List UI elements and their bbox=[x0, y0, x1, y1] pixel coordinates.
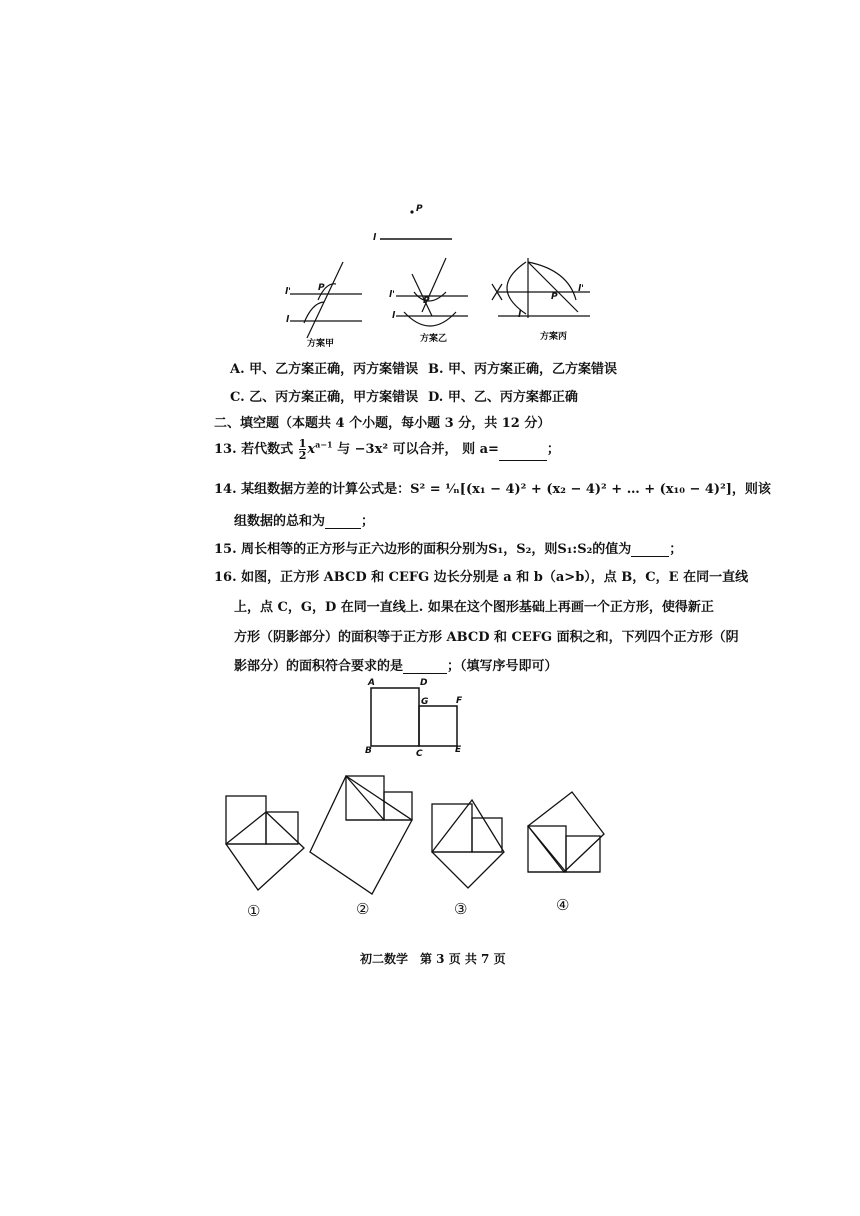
scheme-a-lower-line-label: l bbox=[286, 315, 290, 325]
scheme-a-point-label: P bbox=[318, 283, 325, 293]
q15-end: ； bbox=[669, 542, 683, 557]
scheme-a-upper-line-label: l' bbox=[285, 287, 291, 297]
vertex-f-label: F bbox=[456, 696, 463, 706]
option-figure-1-label: ① bbox=[247, 902, 261, 920]
q16-line4-pre: 影部分）的面积符合要求的是 bbox=[234, 659, 404, 674]
scheme-b-label: 方案乙 bbox=[420, 334, 448, 344]
q12-option-d: D. 甲、乙、丙方案都正确 bbox=[428, 390, 578, 405]
page-footer: 初二数学 第 3 页 共 7 页 bbox=[360, 952, 506, 966]
scheme-b-point-label: P bbox=[423, 296, 430, 306]
scheme-c-lower-line-label: l bbox=[518, 310, 522, 320]
point-p-label: P bbox=[416, 204, 423, 214]
q13-text-post: 则 a= bbox=[462, 442, 499, 457]
scheme-c-upper-line-label: l' bbox=[578, 284, 584, 294]
line-l-label: l bbox=[373, 233, 377, 243]
option-figure-4-label: ④ bbox=[556, 896, 570, 914]
q13-text-mid: 与 −3x² 可以合并， bbox=[337, 442, 458, 457]
q12-option-a: A. 甲、乙方案正确，丙方案错误 bbox=[230, 362, 419, 377]
question-number: 13. bbox=[214, 442, 237, 457]
vertex-c-label: C bbox=[416, 749, 423, 759]
q12-option-c: C. 乙、丙方案正确，甲方案错误 bbox=[230, 390, 419, 405]
vertex-g-label: G bbox=[421, 697, 429, 707]
fraction-denominator: 2 bbox=[298, 449, 307, 462]
section-heading: 二、填空题（本题共 4 个小题，每小题 3 分，共 12 分） bbox=[214, 416, 551, 431]
question-number: 16. bbox=[214, 570, 237, 585]
option-figure-3-label: ③ bbox=[454, 900, 468, 918]
option-figure-2-label: ② bbox=[356, 900, 370, 918]
vertex-b-label: B bbox=[365, 746, 372, 756]
vertex-d-label: D bbox=[420, 678, 428, 688]
scheme-b-lower-line-label: l bbox=[392, 311, 396, 321]
q16-line4-post: ；（填写序号即可） bbox=[447, 659, 558, 674]
question-number: 14. bbox=[214, 482, 237, 497]
scheme-c-point-label: P bbox=[551, 292, 558, 302]
scheme-c-label: 方案丙 bbox=[540, 332, 568, 342]
question-16-line2: 上，点 C，G，D 在同一直线上. 如果在这个图形基础上再画一个正方形，使得新正 bbox=[234, 600, 714, 615]
question-number: 15. bbox=[214, 542, 237, 557]
q16-line1: 如图，正方形 ABCD 和 CEFG 边长分别是 a 和 b（a>b），点 B，C，E 在同一直线 bbox=[241, 570, 749, 585]
scheme-b-upper-line-label: l' bbox=[389, 290, 395, 300]
q12-option-b: B. 甲、丙方案正确，乙方案错误 bbox=[428, 362, 618, 377]
question-16-line3: 方形（阴影部分）的面积等于正方形 ABCD 和 CEFG 面积之和，下列四个正方形（阴 bbox=[234, 630, 739, 645]
q13-end: ； bbox=[546, 442, 560, 457]
scheme-a-label: 方案甲 bbox=[307, 339, 335, 349]
q14-line2-text: 组数据的总和为 bbox=[234, 514, 326, 529]
q14-end: ； bbox=[361, 514, 375, 529]
vertex-e-label: E bbox=[455, 745, 462, 755]
fraction-numerator: 1 bbox=[298, 437, 307, 450]
q14-text: 某组数据方差的计算公式是：S² = ¹⁄ₙ[(x₁ − 4)² + (x₂ − 4)² + … + (x₁₀ − 4)²]，则该 bbox=[241, 482, 771, 497]
question-13: 13. 若代数式 $\frac{1}{2}$ $x^{a-1}$ 与 −3x² 可以合并， 则 a= ； bbox=[214, 437, 560, 462]
q13-text-pre: 若代数式 bbox=[241, 442, 294, 457]
q15-text: 周长相等的正方形与正六边形的面积分别为S₁，S₂，则S₁:S₂的值为 bbox=[241, 542, 632, 557]
vertex-a-label: A bbox=[368, 678, 375, 688]
